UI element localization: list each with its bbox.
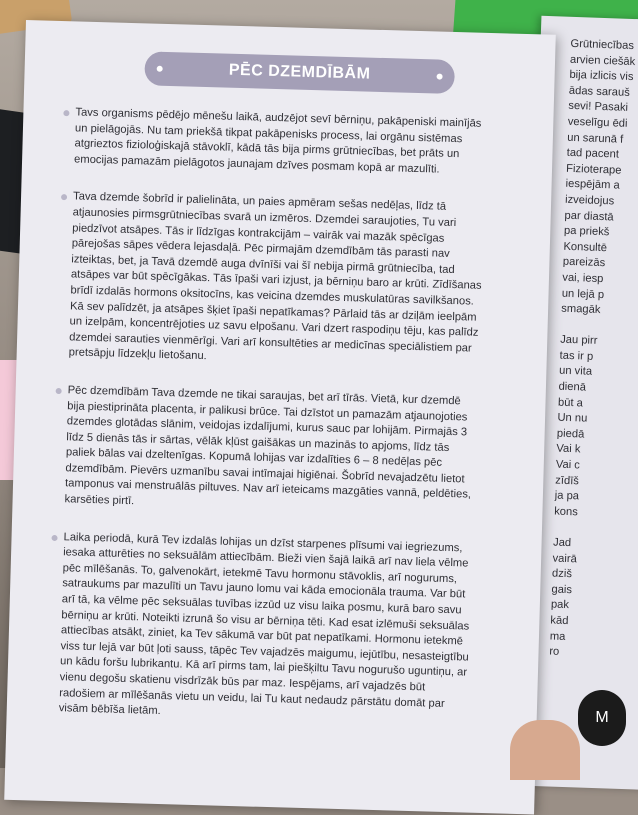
right-page-line: sevi! Pasaki xyxy=(568,100,629,115)
left-page xyxy=(4,20,556,814)
right-page-line: vai, iesp xyxy=(562,271,604,286)
paragraph-1: Tavs organisms pēdējo mēnešu laikā, audzējot sevī bērniņu, pakāpeniski mainījās un pielāgojās. Nu tam priekšā tikpat pakāpenisks process, lai orgānu sistēmas atgrieztos fizioloģiskajā stāvoklī, kādā tās bija pirms grūtniecības, bet prāts un emocijas pamazām pielāgotos jaunajam dzīves posmam kopā ar mazulīti. xyxy=(62,105,489,179)
right-page-line: veselīgu ēdi xyxy=(567,115,628,130)
right-page-line: ja pa xyxy=(554,489,580,503)
right-page-line: iespējām a xyxy=(565,178,620,192)
right-page-line: vairā xyxy=(552,552,578,565)
right-page-line: ādas sarauš xyxy=(568,84,631,99)
right-page-line: kons xyxy=(553,505,579,519)
right-page-line: Jad xyxy=(552,536,572,550)
right-page-line: dienā xyxy=(558,380,587,394)
right-page-line: izveidojus xyxy=(564,193,615,208)
right-page-line: ma xyxy=(549,630,566,643)
page-title: PĒC DZEMDĪBĀM xyxy=(228,61,371,83)
right-page-line: pareizās xyxy=(562,256,606,270)
right-page-line: zīdīš xyxy=(555,474,580,488)
right-page-line: dziš xyxy=(551,567,573,581)
right-page-line: piedā xyxy=(556,427,585,441)
right-page-line: Vai c xyxy=(555,458,581,472)
right-page-line: Konsultē xyxy=(563,240,608,254)
right-page-line: un sarunā f xyxy=(567,131,624,146)
right-page-line: par diastā xyxy=(564,209,614,223)
right-page-line: kād xyxy=(550,614,569,628)
right-page-line: smagāk xyxy=(561,302,601,317)
right-page-line: pa priekš xyxy=(563,224,610,239)
paragraph-4: Laika periodā, kurā Tev izdalās lohijas un dzīst starpenes plīsumi vai iegriezums, iesaka atturēties no seksuālām attiecībām. Bieži vien šajā laikā arī nav liela vēlme pēc mīlēšanās. To, galvenokārt, ietekmē Tavu hormonu stāvoklis, arī nogurums, satraukums par mazulīti un Tavu jauno lomu vai kāda emocionāla trauma. Var būt arī tā, ka vēlme pēc seksuālas tuvības izzūd uz visu laika posmu, kurā baro savu bērniņu ar krūti. Noteikti izrunā šo visu ar bērniņa tēti. Kad esat izlēmuši seksuālas attiecības atsākt, ziniet, ka Tev sākumā var būt pat nepatīkami. Hormonu ietekmē viss tur lejā var būt ļoti sauss, tāpēc Tev vajadzēs maigumu, iejūtību, nesasteigtību un kādu foršu lubrikantu. Kā arī pirms tam, lai piešķiltu Tavu nogurušo uguntiņu, ar vienu degošu skatienu visdrīzāk būs par maz. Iespējams, arī vajadzēs būt radošiem ar mīlēšanās vietu un veidu, lai Tu kaut nedaudz pārstātu domāt par visām bēbīša lietām. xyxy=(47,530,477,729)
right-page-line: būt a xyxy=(557,396,584,410)
title-dot-right xyxy=(436,73,442,79)
right-page-line: arvien ciešāk xyxy=(569,53,636,68)
paragraph-3: Pēc dzemdībām Tava dzemde ne tikai saraujas, bet arī tīrās. Vietā, kur dzemdē bija piestiprināta placenta, ir palikusi brūce. Tai dzīstot un pamazām atjaunojoties dzemdes glotādas slānim, veidojas izdalījumi, kurus sauc par lohijām. Pirmajās 3 līdz 5 dienās tās ir sārtas, vēlāk kļūst gaišākas un mazinās to apjoms, līdz tās paliek bālas vai dzeltenīgas. Kopumā lohijas var izdalīties 6 – 8 nedēļas pēc dzemdībām. Pievērs uzmanību savai intīmajai higiēnai. Šobrīd nevajadzētu lietot tamponus vai menstruālās piltuves. Nav arī ieteicams mazgāties vannā, peldēties, karsēties pirtī. xyxy=(52,383,480,520)
title-dot-left xyxy=(157,66,163,72)
right-page-line: Vai k xyxy=(556,443,581,456)
right-page-line: Grūtniecības xyxy=(570,37,635,53)
right-page-line: tas ir p xyxy=(559,349,594,363)
right-page-line: tad pacent xyxy=(566,146,620,161)
right-page-text xyxy=(549,37,638,665)
watermark-logo: M xyxy=(578,690,626,746)
page-content xyxy=(47,49,490,728)
right-page-line: bija izlicis vis xyxy=(569,68,634,84)
title-bar xyxy=(144,51,455,94)
right-page-line: gais xyxy=(551,583,573,596)
right-page-line: Jau pirr xyxy=(559,333,598,348)
right-page-line: pak xyxy=(550,598,570,612)
right-page-line: Fizioterape xyxy=(565,162,622,177)
right-page-line: ro xyxy=(549,645,560,658)
right-page-line: un vita xyxy=(558,365,593,379)
right-page-line: Un nu xyxy=(557,411,588,425)
paragraph-2: Tava dzemde šobrīd ir palielināta, un paies apmēram sešas nedēļas, līdz tā atjaunosies pirmsgrūtniecības svarā un izmēros. Dzemdei saraujoties, Tu vari piedzīvot atsāpes. Tās ir līdzīgas kontrakcijām – vairāk vai mazāk spēcīgas pārejošas sāpes vēdera lejasdaļā. Pēc pirmajām dzemdībām tās parasti nav izteiktas, bet, ja Tavā dzemdē auga dvīnīši vai šī nebija pirmā grūtniecība, tad atsāpes var būt spēcīgākas. Tās īpaši vari izjust, ja bērniņu baro ar krūti. Zīdīšanas brīdī izdalās hormons oksitocīns, kas veicina dzemdes muskulatūras savilkšanos. Kā sev palīdzēt, ja atsāpes šķiet īpaši nepatīkamas? Pārlaid tās ar dziļām ieelpām un izelpām, koncentrējoties uz savu elpošanu. Vari dzert raspodiņu tēju, kas palīdz dzemdei sarauties vienmērīgi. Vari arī konsultēties ar medicīnas speciālistiem par pretsāpju līdzekļu lietošanu. xyxy=(56,189,486,372)
finger xyxy=(510,720,580,780)
right-page-line: un lejā p xyxy=(561,287,605,301)
